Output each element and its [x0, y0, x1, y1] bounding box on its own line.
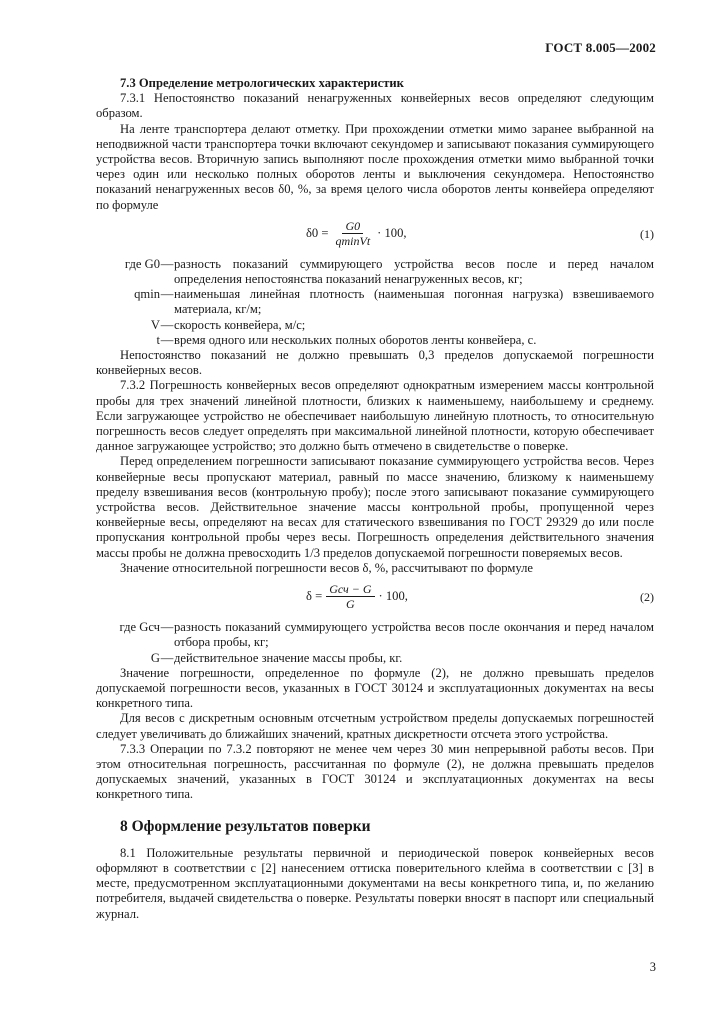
where-item: V — скорость конвейера, м/с; — [68, 318, 654, 333]
section-8-heading: 8 Оформление результатов поверки — [120, 817, 371, 835]
formula-1-numerator: G0 — [342, 219, 363, 234]
where-item: qmin — наименьшая линейная плотность (наименьшая погонная нагрузка) взвешиваемого материала, кг/м; — [68, 287, 654, 317]
page-content — [96, 76, 654, 922]
where-symbol: G — [150, 650, 160, 665]
doc-code-header: ГОСТ 8.005—2002 — [545, 40, 656, 55]
paragraph-7-3-3: 7.3.3 Операции по 7.3.2 повторяют не менее чем через 30 мин непрерывной работы весов. При этом относительная погрешность, рассчитанная по формуле (2), не должна превышать пределов допускаемых значений, указанных в ГОСТ 30124 и эксплуатационных документах на весы конкретного типа. — [96, 741, 654, 802]
formula-1 — [96, 215, 654, 255]
where-symbol: qmin — [134, 287, 160, 302]
where-list-1 — [68, 257, 654, 348]
where-text: разность показаний суммирующего устройства весов после окончания и перед началом отбора пробы, кг; — [174, 620, 654, 650]
paragraph-error-limit: Значение погрешности, определенное по формуле (2), не должно превышать пределов допускаемой погрешности весов, указанных в ГОСТ 30124 и эксплуатационных документах на весы конкретного типа. — [96, 665, 654, 711]
page-number: 3 — [649, 960, 656, 974]
paragraph-formula-2-intro: Значение относительной погрешности весов δ, %, рассчитывают по формуле — [120, 560, 533, 575]
formula-1-lhs: δ0 = — [306, 225, 329, 240]
formula-2 — [96, 578, 654, 618]
formula-2-fraction — [326, 582, 374, 611]
paragraph-discrete-device: Для весов с дискретным основным отсчетным устройством пределы допускаемых погрешностей следует увеличивать до ближайших значений, кратных дискретности отсчета этого устройства. — [96, 711, 654, 741]
where-text: разность показаний суммирующего устройства весов после и перед началом определения непостоянства показаний ненагруженных весов, кг; — [174, 256, 654, 287]
paragraph-8-1: 8.1 Положительные результаты первичной и периодической поверок конвейерных весов оформляют в соответствии с [2] нанесением оттиска поверительного клейма в соответствии с [3] в месте, предусмотренном эксплуатационными документами на весы конкретного типа, и, по желанию потребителя, выдачей свидетельства о поверке. Результаты поверки вносят в паспорт или специальный журнал. — [96, 845, 654, 921]
formula-2-numerator: Gсч − G — [326, 582, 374, 597]
where-item: G — действительное значение массы пробы, кг. — [68, 651, 654, 666]
formula-1-fraction — [332, 219, 373, 248]
where-symbol: где Gсч — [119, 620, 160, 635]
formula-1-denominator: qminVt — [335, 233, 371, 248]
where-text: скорость конвейера, м/с; — [174, 317, 306, 332]
where-list-2 — [68, 620, 654, 666]
paragraph-procedure: На ленте транспортера делают отметку. При прохождении отметки мимо заранее выбранной на неподвижной части транспортера точки включают секундомер и записывают показания суммирующего устройства весов. Вторичную запись выполняют после прохождения отметки мимо выбранной точки через один или несколько полных оборотов ленты и выключения секундомера. Непостоянство показаний ненагруженных весов δ0, %, за время целого числа оборотов ленты конвейера определяют по формуле — [96, 121, 654, 212]
paragraph-instability-limit: Непостоянство показаний не должно превышать 0,3 пределов допускаемой погрешности конвейерных весов. — [96, 348, 654, 378]
paragraph-test-procedure: Перед определением погрешности записывают показание суммирующего устройства весов. Через конвейерные весы пропускают материал, равный по массе значению, близкому к наименьшему пределу взвешивания весов (контрольную пробу); после этого записывают показание суммирующего устройства весов. Действительное значение массы контрольной пробы, пропущенной через конвейерные весы, определяют на весах для статического взвешивания по ГОСТ 29329 до или после пропускания контрольной пробы через весы. Погрешность определения действительного значения массы пробы не должна превосходить 1/3 пределов допускаемой погрешности поверяемых весов. — [96, 454, 654, 560]
formula-1-tail: · 100, — [377, 225, 407, 240]
where-symbol: t — [156, 332, 160, 347]
section-7-3-heading: 7.3 Определение метрологических характеристик — [120, 76, 404, 90]
formula-2-lhs: δ = — [306, 588, 323, 603]
where-item: где Gсч — разность показаний суммирующего устройства весов после окончания и перед началом отбора пробы, кг; — [68, 620, 654, 650]
formula-1-number: (1) — [640, 226, 654, 241]
where-item: t — время одного или нескольких полных оборотов ленты конвейера, с. — [68, 333, 654, 348]
where-item: где G0 — разность показаний суммирующего устройства весов после и перед началом определения непостоянства показаний ненагруженных весов, кг; — [68, 257, 654, 287]
formula-2-number: (2) — [640, 590, 654, 605]
paragraph-7-3-1: 7.3.1 Непостоянство показаний ненагруженных конвейерных весов определяют следующим образом. — [96, 91, 654, 121]
where-text: наименьшая линейная плотность (наименьшая погонная нагрузка) взвешиваемого материала, кг/м; — [174, 287, 654, 317]
where-text: время одного или нескольких полных оборотов ленты конвейера, с. — [174, 332, 537, 347]
where-symbol: где G0 — [124, 256, 160, 271]
where-symbol: V — [150, 317, 160, 332]
formula-2-tail: · 100, — [378, 588, 408, 603]
where-text: действительное значение массы пробы, кг. — [174, 650, 403, 665]
paragraph-7-3-2: 7.3.2 Погрешность конвейерных весов определяют однократным измерением массы контрольной пробы для трех значений линейной плотности, близких к наименьшему, наибольшему и среднему. Если загружающее устройство не обеспечивает наибольшую линейную плотность, то относительную погрешность весов следует определять при максимальной линейной плотности, которую обеспечивает данное загружающее устройство; это должно быть отмечено в свидетельстве о поверке. — [96, 378, 654, 454]
formula-2-denominator: G — [346, 597, 355, 612]
